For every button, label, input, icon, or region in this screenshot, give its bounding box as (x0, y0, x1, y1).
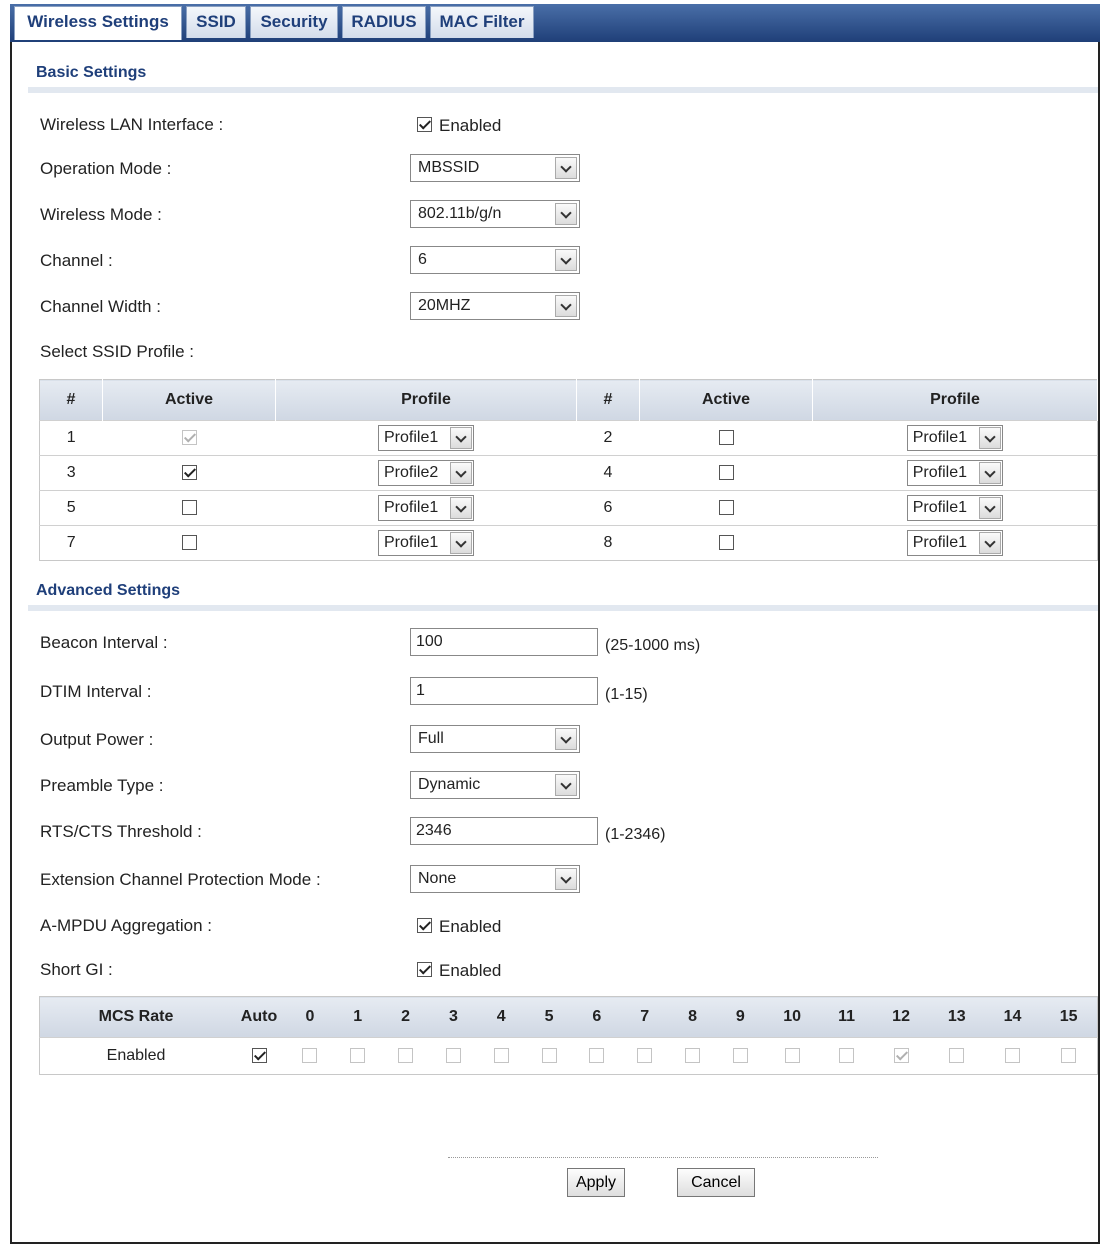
mcs-rate-cell (985, 1038, 1041, 1075)
dtim-interval-input[interactable] (410, 677, 598, 705)
preamble-type-value: Dynamic (418, 776, 481, 793)
active-cell (640, 421, 813, 456)
mcs-rate-2-header: 2 (382, 997, 430, 1038)
short-gi-label: Short GI : (40, 960, 113, 979)
mcs-rate-cell (429, 1038, 477, 1075)
wlan-enabled-checkbox[interactable] (417, 117, 432, 132)
channel-label: Channel : (40, 251, 113, 270)
wlan-interface-label: Wireless LAN Interface : (40, 115, 224, 134)
tab-ssid[interactable]: SSID (186, 6, 246, 38)
profile-select[interactable] (907, 495, 1003, 521)
mcs-rate-5-header: 5 (525, 997, 573, 1038)
mcs-rate-5-checkbox[interactable] (542, 1048, 557, 1063)
mcs-rate-13-checkbox[interactable] (949, 1048, 964, 1063)
ext-channel-protection-value: None (418, 870, 457, 887)
mcs-rate-9-header: 9 (716, 997, 764, 1038)
mcs-auto-checkbox[interactable] (252, 1048, 267, 1063)
mcs-rate-7-checkbox[interactable] (637, 1048, 652, 1063)
short-gi-enabled-checkbox[interactable] (417, 962, 432, 977)
mcs-rate-cell (873, 1038, 929, 1075)
ssid-profile-table (39, 379, 1098, 561)
rts-cts-threshold-label: RTS/CTS Threshold : (40, 822, 202, 841)
ssid-number-cell (40, 526, 103, 561)
mcs-rate-15-header: 15 (1040, 997, 1097, 1038)
mcs-rate-3-header: 3 (429, 997, 477, 1038)
col-number: # (577, 380, 640, 421)
ssid-number: 4 (603, 464, 613, 481)
ssid-number: 7 (66, 534, 76, 551)
active-cell (103, 421, 276, 456)
ext-channel-protection-label: Extension Channel Protection Mode : (40, 870, 321, 889)
active-checkbox[interactable] (182, 500, 197, 515)
mcs-row-label: Enabled (40, 1038, 233, 1075)
mcs-rate-4-checkbox[interactable] (494, 1048, 509, 1063)
ssid-number: 3 (66, 464, 76, 481)
chevron-down-icon (555, 728, 577, 750)
basic-settings-title: Basic Settings (36, 64, 147, 81)
channel-value: 6 (418, 251, 427, 268)
col-profile: Profile (813, 380, 1098, 421)
mcs-rate-11-checkbox[interactable] (839, 1048, 854, 1063)
profile-cell (276, 491, 577, 526)
mcs-auto-header: Auto (232, 997, 286, 1038)
profile-select[interactable] (378, 425, 474, 451)
ampdu-enabled-text: Enabled (439, 917, 502, 936)
mcs-auto-cell (232, 1038, 286, 1075)
chevron-down-icon (555, 868, 577, 890)
col-number: # (40, 380, 103, 421)
mcs-rate-2-checkbox[interactable] (398, 1048, 413, 1063)
active-checkbox[interactable] (719, 500, 734, 515)
mcs-rate-12-header: 12 (873, 997, 929, 1038)
profile-select[interactable] (378, 460, 474, 486)
profile-value: Profile1 (912, 534, 967, 551)
rts-cts-threshold-input[interactable] (410, 817, 598, 845)
rts-cts-threshold-hint: (1-2346) (605, 826, 666, 843)
ssid-number-cell (577, 421, 640, 456)
mcs-rate-4-header: 4 (477, 997, 525, 1038)
dtim-interval-hint: (1-15) (605, 686, 648, 703)
profile-cell (813, 526, 1098, 561)
mcs-rate-14-header: 14 (985, 997, 1041, 1038)
profile-cell (813, 491, 1098, 526)
chevron-down-icon (450, 427, 472, 449)
mcs-rate-cell (334, 1038, 382, 1075)
profile-select[interactable] (907, 460, 1003, 486)
chevron-down-icon (450, 532, 472, 554)
beacon-interval-hint: (25-1000 ms) (605, 637, 701, 654)
short-gi-enabled-text: Enabled (439, 961, 502, 980)
profile-cell (276, 421, 577, 456)
profile-value: Profile1 (384, 429, 439, 446)
section-divider (28, 87, 1098, 93)
output-power-select[interactable] (410, 725, 580, 753)
ssid-table-header (40, 380, 1098, 421)
chevron-down-icon (450, 462, 472, 484)
profile-select[interactable] (907, 530, 1003, 556)
profile-value: Profile1 (384, 499, 439, 516)
mcs-rate-13-header: 13 (929, 997, 985, 1038)
mcs-rate-cell (669, 1038, 717, 1075)
mcs-rate-cell (764, 1038, 820, 1075)
section-divider (28, 605, 1098, 611)
active-cell (103, 491, 276, 526)
active-cell (640, 456, 813, 491)
ssid-number-cell (577, 526, 640, 561)
ssid-number: 2 (603, 429, 613, 446)
mcs-rate-9-checkbox[interactable] (733, 1048, 748, 1063)
mcs-rate-cell (477, 1038, 525, 1075)
mcs-rate-cell (1040, 1038, 1097, 1075)
ssid-number-cell (40, 491, 103, 526)
mcs-rate-11-header: 11 (820, 997, 873, 1038)
mcs-rate-3-checkbox[interactable] (446, 1048, 461, 1063)
mcs-rate-cell (716, 1038, 764, 1075)
mcs-rate-8-checkbox[interactable] (685, 1048, 700, 1063)
mcs-rate-10-header: 10 (764, 997, 820, 1038)
active-checkbox[interactable] (182, 430, 197, 445)
chevron-down-icon (979, 427, 1001, 449)
wireless-mode-select[interactable] (410, 200, 580, 228)
profile-value: Profile2 (384, 464, 439, 481)
mcs-rate-cell (929, 1038, 985, 1075)
apply-button[interactable]: Apply (567, 1168, 625, 1197)
preamble-type-label: Preamble Type : (40, 776, 164, 795)
mcs-rate-15-checkbox[interactable] (1061, 1048, 1076, 1063)
chevron-down-icon (979, 532, 1001, 554)
channel-width-select[interactable] (410, 292, 580, 320)
operation-mode-value: MBSSID (418, 159, 480, 176)
mcs-rate-12-checkbox[interactable] (894, 1048, 909, 1063)
rts-cts-threshold-value: 2346 (416, 822, 452, 839)
col-profile: Profile (276, 380, 577, 421)
active-cell (103, 526, 276, 561)
preamble-type-select[interactable] (410, 771, 580, 799)
ssid-number: 8 (603, 534, 613, 551)
active-cell (103, 456, 276, 491)
active-checkbox[interactable] (719, 465, 734, 480)
chevron-down-icon (450, 497, 472, 519)
wireless-mode-value: 802.11b/g/n (418, 205, 502, 222)
profile-value: Profile1 (912, 464, 967, 481)
chevron-down-icon (979, 462, 1001, 484)
select-ssid-profile-label: Select SSID Profile : (40, 342, 195, 361)
operation-mode-label: Operation Mode : (40, 159, 172, 178)
ext-channel-protection-select[interactable] (410, 865, 580, 893)
mcs-rate-6-header: 6 (573, 997, 621, 1038)
ssid-number: 6 (603, 499, 613, 516)
active-checkbox[interactable] (719, 535, 734, 550)
ampdu-aggregation-label: A-MPDU Aggregation : (40, 916, 212, 935)
active-checkbox[interactable] (719, 430, 734, 445)
mcs-table-header (40, 997, 1098, 1038)
ssid-number-cell (577, 491, 640, 526)
wlan-enabled-text: Enabled (439, 116, 502, 135)
ssid-number-cell (40, 421, 103, 456)
ampdu-enabled-checkbox[interactable] (417, 918, 432, 933)
beacon-interval-input[interactable] (410, 628, 598, 656)
mcs-rate-7-header: 7 (621, 997, 669, 1038)
table-row (40, 1038, 1098, 1075)
chevron-down-icon (555, 249, 577, 271)
mcs-rate-0-checkbox[interactable] (302, 1048, 317, 1063)
mcs-rate-cell (820, 1038, 873, 1075)
mcs-rate-10-checkbox[interactable] (785, 1048, 800, 1063)
button-divider (448, 1157, 878, 1158)
dtim-interval-label: DTIM Interval : (40, 682, 152, 701)
ssid-number: 1 (66, 429, 76, 446)
profile-select[interactable] (378, 530, 474, 556)
ssid-number: 5 (66, 499, 76, 516)
mcs-rate-0-header: 0 (286, 997, 334, 1038)
tab-radius[interactable]: RADIUS (342, 6, 426, 38)
mcs-rate-cell (525, 1038, 573, 1075)
channel-width-label: Channel Width : (40, 297, 161, 316)
col-active: Active (640, 380, 813, 421)
mcs-rate-8-header: 8 (669, 997, 717, 1038)
active-cell (640, 526, 813, 561)
table-row (40, 526, 1098, 561)
mcs-rate-1-header: 1 (334, 997, 382, 1038)
profile-select[interactable] (378, 495, 474, 521)
beacon-interval-value: 100 (416, 633, 443, 650)
ssid-number-cell (577, 456, 640, 491)
chevron-down-icon (555, 157, 577, 179)
table-row (40, 491, 1098, 526)
active-checkbox[interactable] (182, 465, 197, 480)
profile-select[interactable] (907, 425, 1003, 451)
channel-width-value: 20MHZ (418, 297, 471, 314)
profile-value: Profile1 (912, 429, 967, 446)
tab-mac-filter[interactable]: MAC Filter (430, 6, 534, 38)
profile-cell (276, 456, 577, 491)
mcs-rate-cell (621, 1038, 669, 1075)
mcs-rate-cell (286, 1038, 334, 1075)
chevron-down-icon (979, 497, 1001, 519)
profile-cell (813, 456, 1098, 491)
ssid-number-cell (40, 456, 103, 491)
mcs-rate-1-checkbox[interactable] (350, 1048, 365, 1063)
active-cell (640, 491, 813, 526)
output-power-label: Output Power : (40, 730, 154, 749)
profile-cell (276, 526, 577, 561)
operation-mode-select[interactable] (410, 154, 580, 182)
profile-value: Profile1 (384, 534, 439, 551)
mcs-rate-header: MCS Rate (40, 997, 233, 1038)
chevron-down-icon (555, 774, 577, 796)
active-checkbox[interactable] (182, 535, 197, 550)
mcs-rate-table (39, 996, 1098, 1075)
chevron-down-icon (555, 203, 577, 225)
mcs-rate-6-checkbox[interactable] (589, 1048, 604, 1063)
cancel-button[interactable]: Cancel (677, 1168, 755, 1197)
mcs-rate-14-checkbox[interactable] (1005, 1048, 1020, 1063)
mcs-rate-cell (573, 1038, 621, 1075)
tab-wireless-settings[interactable]: Wireless Settings (14, 6, 182, 40)
wireless-mode-label: Wireless Mode : (40, 205, 162, 224)
beacon-interval-label: Beacon Interval : (40, 633, 168, 652)
profile-value: Profile1 (912, 499, 967, 516)
dtim-interval-value: 1 (416, 682, 425, 699)
chevron-down-icon (555, 295, 577, 317)
output-power-value: Full (418, 730, 444, 747)
mcs-rate-cell (382, 1038, 430, 1075)
advanced-settings-title: Advanced Settings (36, 582, 181, 599)
channel-select[interactable] (410, 246, 580, 274)
col-active: Active (103, 380, 276, 421)
tab-security[interactable]: Security (250, 6, 338, 38)
table-row (40, 421, 1098, 456)
profile-cell (813, 421, 1098, 456)
table-row (40, 456, 1098, 491)
